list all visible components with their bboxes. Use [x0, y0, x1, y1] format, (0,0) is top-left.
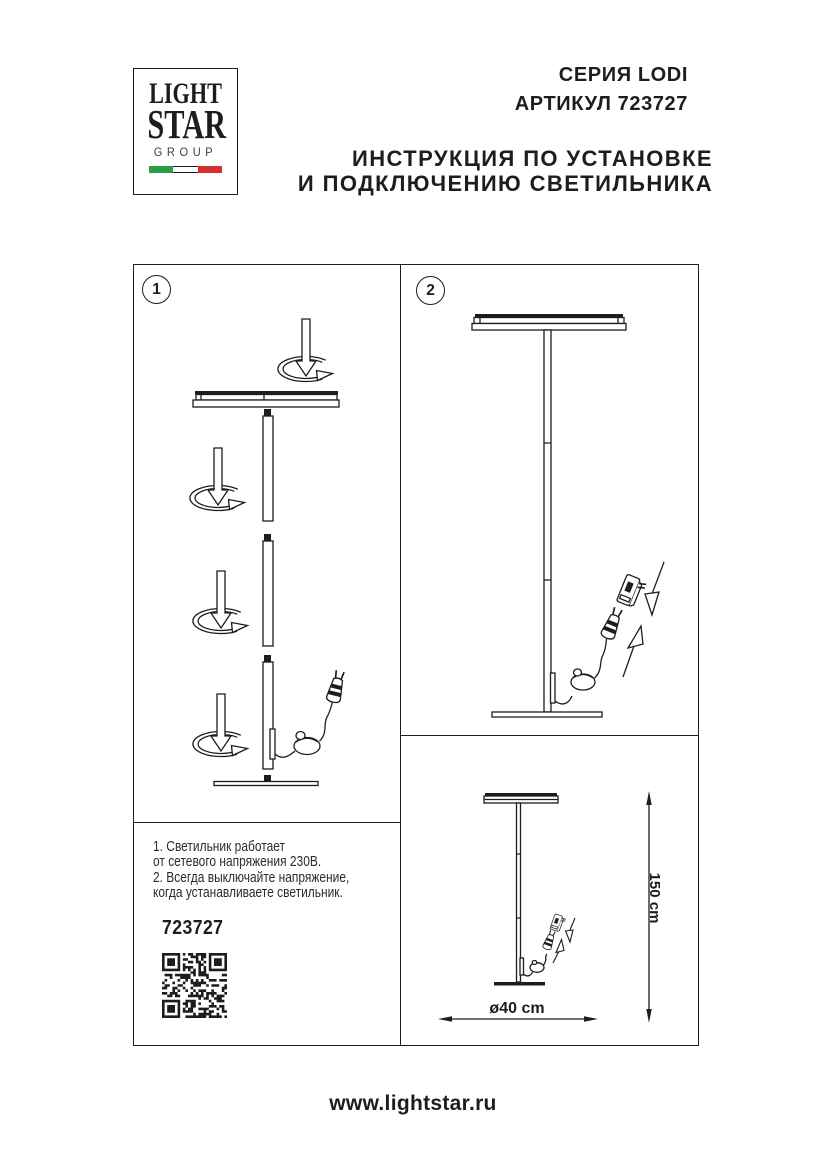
- power-cable: [595, 639, 607, 678]
- plug-insert-arrow-icon: [566, 918, 576, 942]
- flag-white-stripe: [173, 166, 197, 173]
- logo-word-star: STAR: [147, 101, 227, 147]
- step1-panel: [134, 265, 400, 822]
- step1-number-badge: [142, 275, 171, 304]
- logo-word-light: LIGHT: [149, 77, 222, 110]
- instruction-title: [298, 146, 713, 196]
- lightstar-logo: [133, 68, 238, 195]
- lamp-pole-segment: [263, 409, 273, 521]
- step2-panel: [401, 265, 697, 735]
- foot-switch: [571, 669, 595, 690]
- article-number: 723727: [162, 916, 224, 939]
- lamp-pole: [517, 803, 521, 982]
- base-plate: [214, 775, 318, 786]
- article-label: АРТИКУЛ 723727: [514, 93, 688, 115]
- plug-remove-arrow-icon: [623, 626, 643, 677]
- foot-switch: [294, 732, 320, 755]
- diameter-dimension-arrow: [438, 1016, 598, 1021]
- lamp-pole: [544, 330, 551, 712]
- height-dimension-label: 150 cm: [646, 872, 663, 924]
- rotate-arrow-icon: [190, 448, 245, 511]
- base-plate: [494, 982, 545, 986]
- assembly-diagram: [134, 265, 400, 822]
- instruction-title-line1: ИНСТРУКЦИЯ ПО УСТАНОВКЕ: [352, 146, 713, 171]
- note-line: от сетевого напряжения 230В.: [153, 854, 322, 871]
- qr-code: [162, 953, 227, 1018]
- power-cable: [555, 696, 572, 704]
- logo-word-group: GROUP: [153, 145, 218, 159]
- power-plug: [542, 929, 557, 950]
- step2-number-badge: [416, 276, 445, 305]
- instruction-title-line2: И ПОДКЛЮЧЕНИЮ СВЕТИЛЬНИКА: [297, 171, 713, 196]
- step2-number: 2: [426, 281, 435, 299]
- rotate-arrow-icon: [278, 319, 333, 382]
- flag-green-stripe: [149, 166, 173, 173]
- series-article-block: [515, 61, 688, 119]
- diagram-grid: [133, 264, 699, 1046]
- rotate-arrow-icon: [193, 571, 248, 634]
- italian-flag-icon: [149, 166, 222, 173]
- power-cable: [275, 751, 295, 757]
- power-cable: [320, 702, 333, 741]
- safety-notes: [153, 840, 349, 902]
- cable-bracket: [270, 729, 275, 759]
- power-socket: [616, 574, 647, 609]
- note-line: 2. Всегда выключайте напряжение,: [153, 869, 350, 886]
- plug-insert-arrow-icon: [645, 562, 664, 615]
- dimensions-panel: [401, 736, 697, 1044]
- note-line: когда устанавливаете светильник.: [153, 885, 343, 902]
- power-cable: [544, 954, 548, 965]
- lamp-pole-segment: [263, 534, 273, 646]
- diameter-dimension-label: ø40 cm: [489, 1000, 545, 1017]
- cable-bracket: [551, 673, 556, 703]
- lamp-head: [472, 314, 626, 330]
- website-url: www.lightstar.ru: [329, 1092, 497, 1115]
- power-socket: [550, 914, 567, 933]
- lamp-head: [484, 793, 558, 803]
- series-label: СЕРИЯ LODI: [558, 64, 688, 86]
- foot-switch: [530, 961, 544, 973]
- step1-number: 1: [152, 280, 161, 298]
- power-cable: [524, 972, 533, 976]
- connection-diagram: [401, 265, 697, 735]
- lamp-head: [193, 391, 339, 407]
- cable-bracket: [520, 958, 524, 975]
- rotate-arrow-icon: [193, 694, 248, 757]
- base-plate: [492, 712, 602, 717]
- notes-panel: [134, 823, 400, 1044]
- dimensions-diagram: [401, 736, 697, 1044]
- power-plug: [600, 606, 625, 641]
- power-plug: [326, 670, 347, 704]
- plug-remove-arrow-icon: [553, 940, 564, 964]
- flag-red-stripe: [198, 166, 222, 173]
- note-line: 1. Светильник работает: [153, 839, 285, 855]
